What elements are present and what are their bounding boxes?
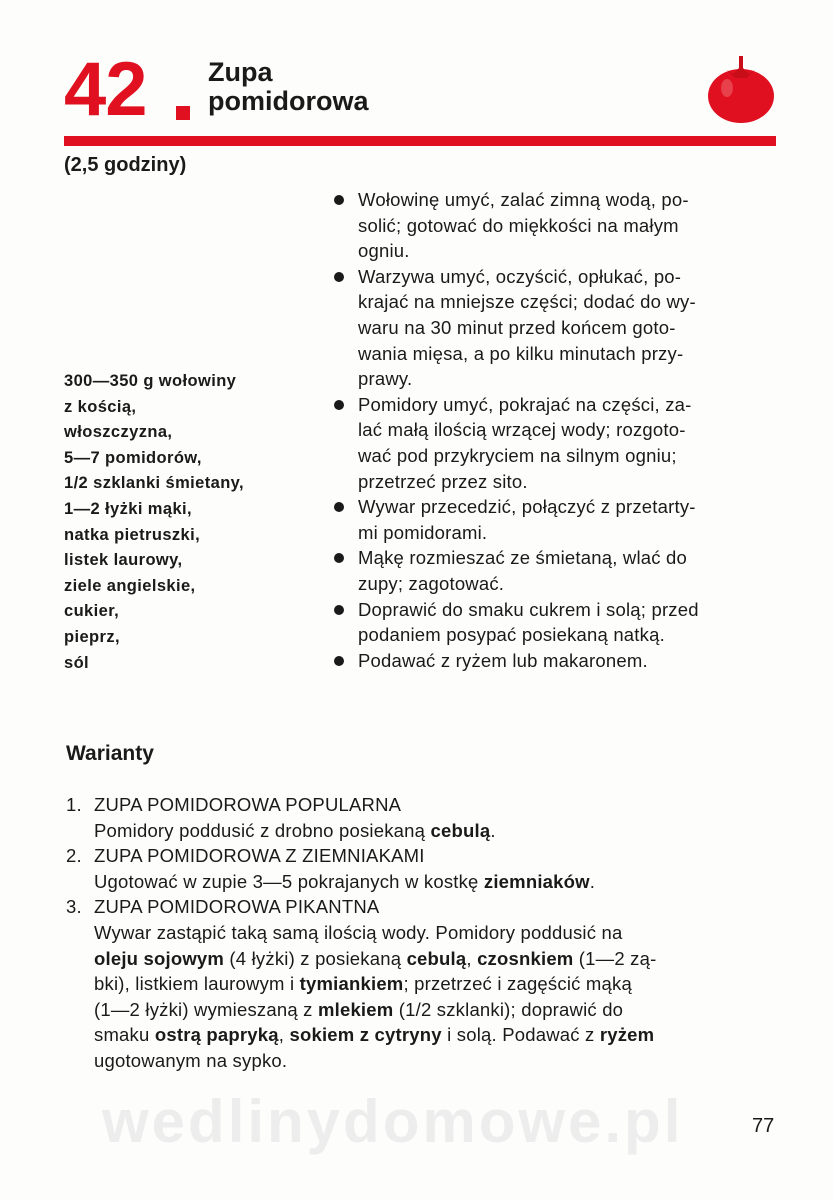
variant-item: [66, 894, 782, 1073]
ingredient: włoszczyzna,: [64, 423, 173, 442]
recipe-number: 42: [64, 47, 147, 132]
variant-text-line: [94, 818, 782, 844]
variants-list: [66, 792, 782, 1074]
recipe-title-line-2: pomidorowa: [208, 86, 369, 116]
variant-text-line: [94, 946, 782, 972]
text-segment: .: [589, 870, 596, 892]
variant-text-line: [94, 1048, 782, 1074]
header-rule: [64, 136, 776, 146]
step-line: krajać na mniejsze części; dodać do wy-: [358, 291, 696, 313]
step-line: zupy; zagotować.: [358, 572, 505, 594]
bold-ingredient: cebulą: [406, 947, 467, 969]
text-segment: (1/2 szklanki); doprawić do: [393, 998, 624, 1020]
text-segment: (1—2 zą-: [573, 947, 657, 969]
bold-ingredient: tymiankiem: [299, 973, 404, 995]
step-line: ogniu.: [358, 240, 410, 262]
ingredients-list: [64, 369, 314, 676]
variant-text-line: [94, 920, 782, 946]
step-line: solić; gotować do miękkości na małym: [358, 214, 679, 236]
bold-ingredient: sokiem z cytryny: [289, 1024, 442, 1046]
ingredient: 300—350 g wołowiny: [64, 372, 237, 390]
variant-title: ZUPA POMIDOROWA PIKANTNA: [94, 896, 380, 918]
bold-ingredient: ostrą papryką: [154, 1024, 279, 1046]
text-segment: bki), listkiem laurowym i: [94, 973, 300, 995]
step-line: lać małą ilością wrzącej wody; rozgoto-: [358, 419, 686, 441]
step-item: [332, 545, 780, 596]
step-line: Podawać z ryżem lub makaronem.: [358, 649, 648, 671]
bold-ingredient: czosnkiem: [477, 947, 574, 969]
bold-ingredient: ryżem: [599, 1024, 655, 1046]
text-segment: Ugotować w zupie 3—5 pokrajanych w kostkę: [94, 870, 484, 892]
step-line: Pomidory umyć, pokrajać na części, za-: [358, 393, 692, 415]
ingredient: sól: [64, 653, 90, 672]
recipe-title-line-1: Zupa: [208, 57, 273, 87]
step-line: przetrzeć przez sito.: [358, 470, 528, 492]
variant-item: [66, 792, 782, 843]
step-item: [332, 264, 780, 392]
cooking-time: (2,5 godziny): [64, 154, 187, 176]
watermark: wedlinydomowe.pl: [102, 1088, 684, 1155]
variant-title: ZUPA POMIDOROWA POPULARNA: [94, 794, 402, 815]
variant-number: 3.: [66, 896, 82, 918]
preparation-steps: [332, 187, 780, 673]
variant-text-line: [94, 1022, 782, 1048]
ingredient: 1—2 łyżki mąki,: [64, 499, 192, 518]
step-line: Doprawić do smaku cukrem i solą; przed: [358, 598, 699, 620]
variant-text-line: [94, 971, 782, 997]
ingredient: listek laurowy,: [64, 551, 183, 570]
bullet-icon: [334, 272, 344, 282]
tomato-icon: [703, 52, 779, 128]
ingredient: ziele angielskie,: [64, 576, 196, 595]
step-line: Mąkę rozmieszać ze śmietaną, wlać do: [358, 547, 688, 569]
variant-text-line: [94, 997, 782, 1023]
text-segment: i solą. Podawać z: [441, 1024, 600, 1046]
variant-number: 2.: [66, 845, 82, 867]
step-line: prawy.: [358, 368, 413, 390]
text-segment: ; przetrzeć i zagęścić mąką: [403, 973, 632, 995]
step-line: Wywar przecedzić, połączyć z przetarty-: [358, 496, 696, 518]
variant-item: [66, 843, 782, 894]
step-item: [332, 494, 780, 545]
step-item: [332, 392, 780, 494]
page-number: 77: [752, 1115, 775, 1137]
bullet-icon: [334, 656, 344, 666]
variant-number: 1.: [66, 794, 82, 815]
bold-ingredient: cebulą: [430, 819, 491, 841]
step-line: waru na 30 minut przed końcem goto-: [358, 316, 676, 338]
bullet-icon: [334, 605, 344, 615]
step-line: wać pod przykryciem na silnym ogniu;: [358, 444, 677, 466]
recipe-number-dot: [176, 106, 190, 120]
text-segment: (1—2 łyżki) wymieszaną z: [94, 998, 318, 1020]
bullet-icon: [334, 502, 344, 512]
step-line: mi pomidorami.: [358, 521, 488, 543]
text-segment: ugotowanym na sypko.: [94, 1049, 288, 1071]
ingredient: 1/2 szklanki śmietany,: [64, 474, 245, 493]
text-segment: smaku: [94, 1024, 155, 1046]
step-line: Wołowinę umyć, zalać zimną wodą, po-: [358, 189, 689, 210]
variant-text-line: [94, 869, 782, 895]
step-item: [332, 648, 780, 674]
bold-ingredient: oleju sojowym: [94, 947, 225, 969]
text-segment: ,: [466, 947, 478, 969]
bullet-icon: [334, 400, 344, 410]
step-line: wania mięsa, a po kilku minutach przy-: [358, 342, 684, 364]
variants-heading: Warianty: [66, 742, 154, 765]
ingredient: 5—7 pomidorów,: [64, 448, 202, 467]
bold-ingredient: mlekiem: [317, 998, 394, 1020]
text-segment: .: [490, 819, 496, 841]
bold-ingredient: ziemniaków: [483, 870, 590, 892]
ingredient: natka pietruszki,: [64, 525, 201, 544]
recipe-title: [208, 58, 369, 116]
ingredient: pieprz,: [64, 627, 120, 646]
step-item: [332, 187, 780, 264]
variant-title: ZUPA POMIDOROWA Z ZIEMNIAKAMI: [94, 845, 425, 867]
text-segment: ,: [278, 1024, 290, 1046]
text-segment: (4 łyżki) z posiekaną: [224, 947, 407, 969]
bullet-icon: [334, 553, 344, 563]
text-segment: Wywar zastąpić taką samą ilością wody. Pomidory poddusić na: [94, 921, 623, 943]
step-item: [332, 597, 780, 648]
step-line: Warzywa umyć, oczyścić, opłukać, po-: [358, 265, 682, 287]
step-line: podaniem posypać posiekaną natką.: [358, 624, 665, 646]
bullet-icon: [334, 195, 344, 205]
text-segment: Pomidory poddusić z drobno posiekaną: [94, 819, 431, 841]
ingredient: z kością,: [64, 397, 137, 416]
ingredient: cukier,: [64, 602, 120, 621]
